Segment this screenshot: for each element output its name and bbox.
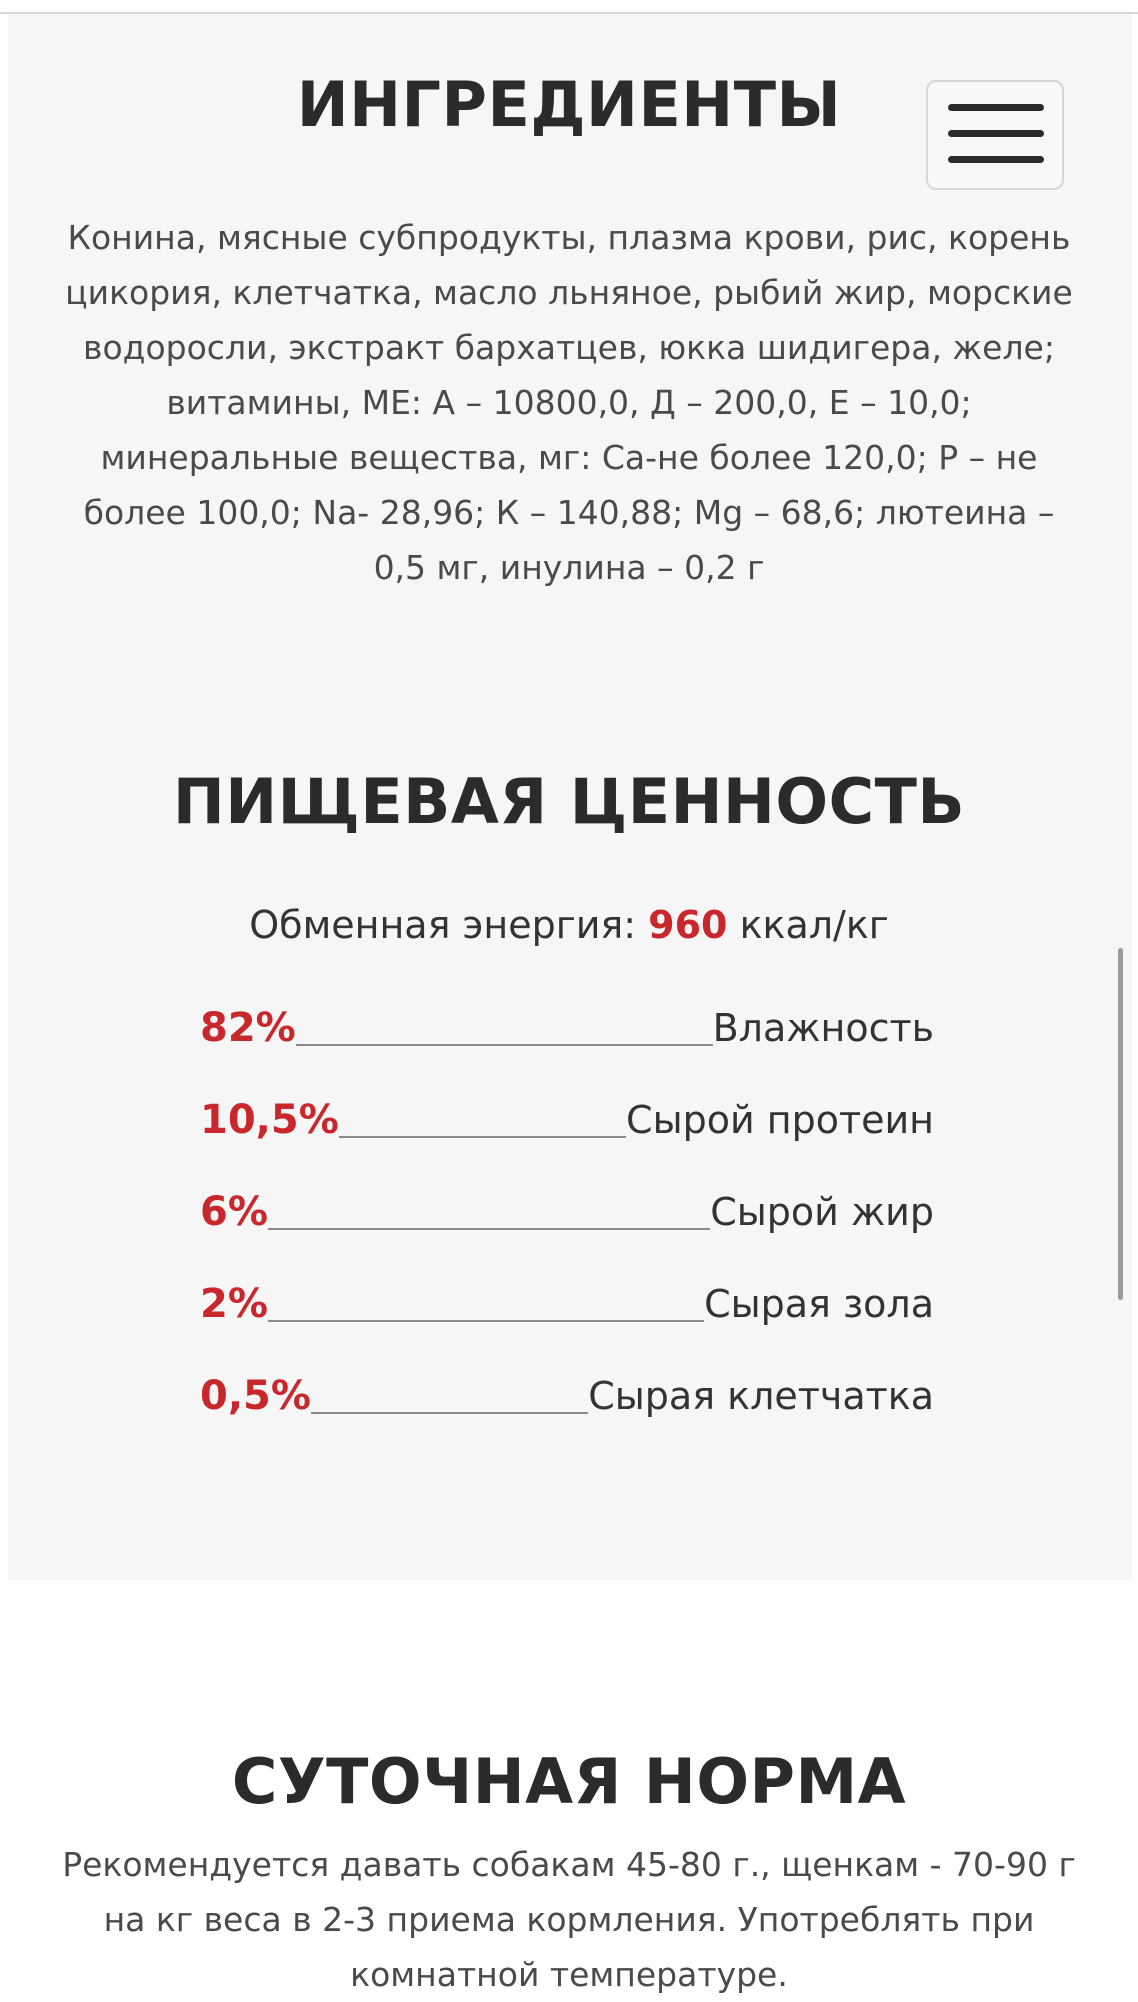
ingredients-line: минеральные вещества, мг: Са-не более 120,0; Р – не <box>100 438 1038 477</box>
nutrition-name: Сырая зола <box>704 1282 934 1326</box>
daily-title: СУТОЧНАЯ НОРМА <box>231 1745 907 1818</box>
nutrition-row <box>200 1184 934 1236</box>
ingredients-line: Конина, мясные субпродукты, плазма крови, рис, корень <box>67 218 1071 257</box>
nutrition-row <box>200 1000 934 1052</box>
ingredients-line: витамины, МЕ: А – 10800,0, Д – 200,0, Е – 10,0; <box>166 383 972 422</box>
daily-text <box>60 1837 1078 2002</box>
ingredients-line: цикория, клетчатка, масло льняное, рыбий жир, морские <box>65 273 1073 312</box>
ingredients-line: водоросли, экстракт бархатцев, юкка шидигера, желе; <box>83 328 1055 367</box>
energy-line <box>0 903 1138 947</box>
nutrition-row <box>200 1368 934 1420</box>
nutrition-title: ПИЩЕВАЯ ЦЕННОСТЬ <box>172 765 966 838</box>
nutrition-percent: 0,5% <box>200 1373 311 1419</box>
scrollbar[interactable] <box>1118 948 1123 1300</box>
nutrition-name: Влажность <box>712 1006 934 1050</box>
ingredients-text <box>60 210 1078 595</box>
ingredients-line: 0,5 мг, инулина – 0,2 г <box>373 548 765 587</box>
nutrition-name: Сырая клетчатка <box>588 1374 934 1418</box>
nutrition-percent: 2% <box>200 1281 268 1327</box>
daily-line: на кг веса в 2-3 приема кормления. Употреблять при <box>103 1900 1035 1939</box>
ingredients-title: ИНГРЕДИЕНТЫ <box>296 68 842 141</box>
nutrition-name: Сырой протеин <box>626 1098 934 1142</box>
nutrition-row <box>200 1276 934 1328</box>
daily-line: комнатной температуре. <box>350 1955 788 1994</box>
nutrition-percent: 6% <box>200 1189 268 1235</box>
nutrition-row <box>200 1092 934 1144</box>
energy-label: Обменная энергия: <box>249 903 637 947</box>
leader-line <box>296 1043 713 1046</box>
energy-unit: ккал/кг <box>739 903 889 947</box>
nutrition-percent: 82% <box>200 1005 296 1051</box>
leader-line <box>268 1319 704 1322</box>
daily-line: Рекомендуется давать собакам 45-80 г., щенкам - 70-90 г <box>62 1845 1076 1884</box>
leader-line <box>339 1135 626 1138</box>
energy-value: 960 <box>648 903 728 947</box>
nutrition-percent: 10,5% <box>200 1097 339 1143</box>
leader-line <box>268 1227 710 1230</box>
ingredients-line: более 100,0; Na- 28,96; К – 140,88; Mg – 68,6; лютеина – <box>83 493 1055 532</box>
nutrition-name: Сырой жир <box>710 1190 934 1234</box>
leader-line <box>311 1411 588 1414</box>
